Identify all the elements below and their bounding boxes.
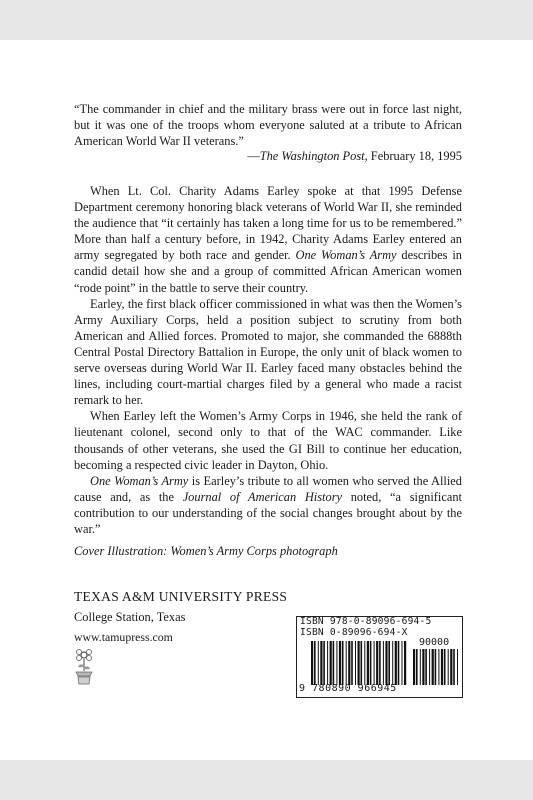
barcode-bar: [438, 649, 439, 685]
barcode-bar: [453, 649, 455, 685]
barcode-bar: [358, 641, 360, 685]
barcode-bar: [444, 649, 446, 685]
description-paragraph-1: [74, 183, 462, 296]
barcode-bar: [342, 641, 344, 685]
barcode-bar: [379, 641, 381, 685]
barcode-bar: [383, 641, 384, 685]
epigraph-attribution: [74, 149, 462, 164]
barcode-bar: [370, 641, 372, 685]
barcode-bar: [320, 641, 322, 685]
barcode-bar: [457, 649, 458, 685]
barcode-bar: [314, 641, 316, 685]
p4-journal-title: Journal of American History: [182, 489, 343, 504]
barcode-bar: [425, 649, 427, 685]
barcode-bar: [448, 649, 449, 685]
epigraph-quote: “The commander in chief and the military brass were out in force last night, but it was one of the troops whom everyone saluted at a tribute to African American World War II veterans.”: [74, 102, 462, 149]
barcode-bar: [395, 641, 397, 685]
bottom-border-band: [0, 760, 533, 800]
barcode-bar: [311, 641, 313, 685]
barcode-bar: [402, 641, 403, 685]
barcode-bar: [413, 649, 415, 685]
p4-book-title: One Woman’s Army: [90, 473, 189, 488]
ean-barcode-bars: [311, 641, 407, 685]
barcode-bar: [333, 641, 335, 685]
barcode-bar: [346, 641, 347, 685]
addon-barcode-bars: [413, 649, 459, 685]
p1-text-b: describes in candid detail how she and a group of committed African American women “rode point” in the battle to serve their country.: [74, 248, 462, 295]
barcode-bar: [432, 649, 434, 685]
attribution-source: The Washington Post,: [259, 149, 368, 163]
publisher-city: College Station, Texas: [74, 610, 186, 624]
description-paragraph-3: When Earley left the Women’s Army Corps in 1946, she held the rank of lieutenant colonel, second only to that of the WAC commander. Like thousands of other veterans, she used the GI Bill to continue her education, becoming a respected civic leader in Dayton, Ohio.: [74, 409, 462, 472]
attribution-dash: —: [247, 149, 260, 163]
barcode-bar: [374, 641, 375, 685]
barcode-bar: [435, 649, 437, 685]
p1-book-title: One Woman’s Army: [295, 248, 397, 263]
top-border-band: [0, 0, 533, 40]
barcode-bar: [351, 641, 353, 685]
description-paragraph-2: Earley, the first black officer commissioned in what was then the Women’s Army Auxiliary Corps, held a position subject to scrutiny from both American and Allied forces. Promoted to major, she commanded the 6888th Central Postal Directory Battalion in Europe, the only unit of black women to serve overseas during World War II. Earley faced many obstacles behind the lines, including court-martial charges filed by a general who made a racist remark to her.: [74, 296, 462, 408]
barcode-bar: [416, 649, 418, 685]
description-paragraph-4: [74, 473, 462, 537]
barcode-bar: [385, 641, 387, 685]
publisher-url: www.tamupress.com: [74, 630, 173, 644]
barcode-addon-number: 90000: [419, 637, 450, 648]
barcode-bar: [441, 649, 443, 685]
description-body: [74, 183, 462, 537]
barcode-bar: [336, 641, 337, 685]
barcode-bar: [330, 641, 332, 685]
barcode-bar: [327, 641, 328, 685]
attribution-date: February 18, 1995: [367, 149, 462, 163]
barcode-bar: [348, 641, 350, 685]
barcode-bar: [398, 641, 400, 685]
barcode-bar: [339, 641, 341, 685]
p4-text-a: is Earley’s tribute to all women who served the Allied cause and, as the: [74, 473, 462, 504]
publisher-name: TEXAS A&M UNIVERSITY PRESS: [74, 589, 288, 604]
barcode-bar: [422, 649, 424, 685]
barcode-bar: [364, 641, 365, 685]
barcode-bar: [404, 641, 406, 685]
barcode-bar: [323, 641, 325, 685]
barcode-bar: [367, 641, 369, 685]
barcode-bar: [355, 641, 356, 685]
isbn-10-label: ISBN 0-89096-694-X: [300, 627, 408, 638]
publisher-logo-icon: [72, 646, 96, 688]
ean-digits: 9 780890 966945: [299, 683, 397, 694]
barcode-bar: [450, 649, 452, 685]
barcode-bar: [361, 641, 363, 685]
cover-caption: Cover Illustration: Women’s Army Corps photograph: [74, 544, 338, 558]
isbn-13-label: ISBN 978-0-89096-694-5: [300, 616, 432, 627]
barcode-bar: [429, 649, 430, 685]
barcode-bar: [388, 641, 390, 685]
p1-text-a: When Lt. Col. Charity Adams Earley spoke at that 1995 Defense Department ceremony honoring black veterans of World War II, she reminded the audience that “it certainly has taken a long time for us to be remembered.” More than half a century before, in 1942, Charity Adams Earley entered an army segregated by both race and gender.: [74, 184, 462, 263]
p4-text-b: noted, “a significant contribution to our understanding of the social changes brought about by the war.”: [74, 489, 462, 536]
barcode-bar: [420, 649, 421, 685]
barcode-bar: [376, 641, 378, 685]
isbn-barcode: [296, 616, 463, 698]
barcode-bar: [318, 641, 319, 685]
barcode-bar: [392, 641, 393, 685]
